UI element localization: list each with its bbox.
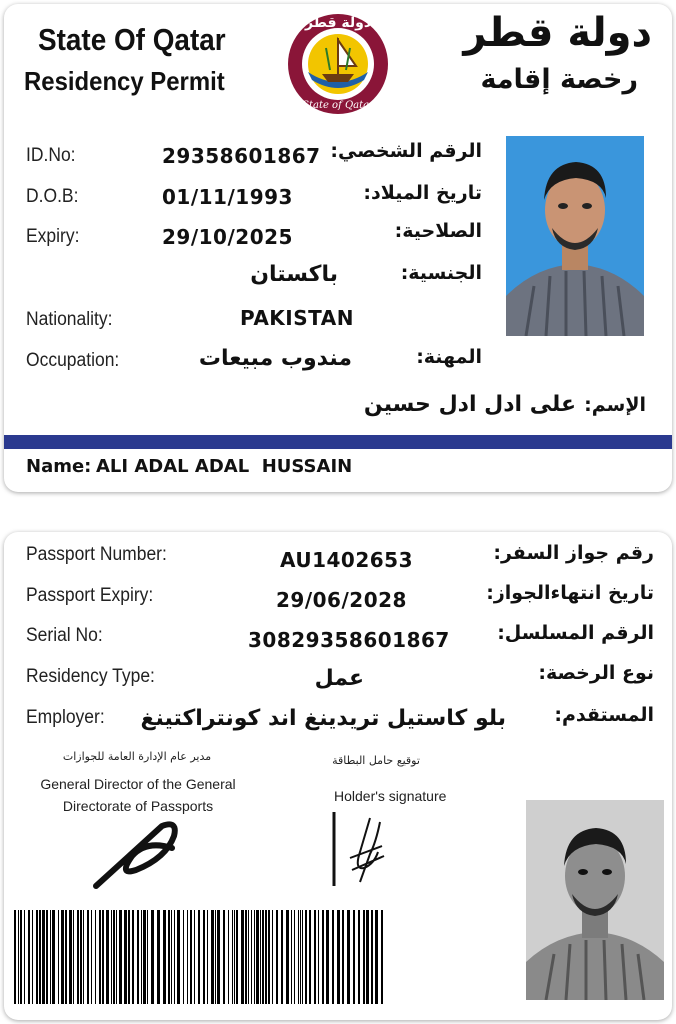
occupation-label-ar: المهنة: xyxy=(416,346,482,368)
director-title-line2: Directorate of Passports xyxy=(62,798,214,814)
logo-english-text: State of Qatar xyxy=(302,100,374,111)
holder-signature-ar: توقيع حامل البطاقة xyxy=(332,754,420,767)
expiry-label: Expiry: xyxy=(26,226,80,247)
passport-expiry-label: Passport Expiry: xyxy=(26,585,154,606)
name-label-ar: الإسم: xyxy=(584,394,646,416)
passport-number-label-ar: رقم جواز السفر: xyxy=(493,542,654,564)
title-arabic-permit: رخصة إقامة xyxy=(480,64,638,95)
nationality-label-ar: الجنسية: xyxy=(400,262,482,284)
id-label-ar: الرقم الشخصي: xyxy=(330,140,482,162)
holder-photo-grayscale xyxy=(526,800,664,1000)
employer-label: Employer: xyxy=(26,707,105,728)
dob-label-ar: تاريخ الميلاد: xyxy=(363,182,482,204)
title-state-of-qatar: State Of Qatar xyxy=(38,22,226,57)
dob-label: D.O.B: xyxy=(26,186,79,207)
blue-stripe xyxy=(4,435,672,449)
residency-type-label-ar: نوع الرخصة: xyxy=(538,662,654,684)
residency-type-label: Residency Type: xyxy=(26,666,155,687)
nationality-value-ar: باكستان xyxy=(250,262,338,287)
dob-value: 01/11/1993 xyxy=(162,185,293,209)
residency-type-value-ar: عمل xyxy=(314,666,364,691)
nationality-value: PAKISTAN xyxy=(240,306,354,330)
employer-label-ar: المستقدم: xyxy=(554,704,654,726)
serial-label: Serial No: xyxy=(26,625,103,646)
qatar-emblem-logo xyxy=(286,8,390,124)
holder-signature-label: Holder's signature xyxy=(334,788,447,804)
occupation-label: Occupation: xyxy=(26,350,120,371)
residency-permit-back xyxy=(4,532,672,1020)
employer-value-ar: بلو كاستيل تريدينغ اند كونتراكتينغ xyxy=(140,706,506,731)
expiry-label-ar: الصلاحية: xyxy=(394,220,482,242)
logo-arabic-text: دولة قطر xyxy=(304,15,372,31)
director-title-line1: General Director of the General xyxy=(40,776,236,792)
residency-permit-front xyxy=(4,4,672,492)
id-label: ID.No: xyxy=(26,145,76,166)
director-title-ar: مدير عام الإدارة العامة للجوازات xyxy=(62,750,212,763)
name-value-ar: على ادل ادل حسين xyxy=(363,392,576,417)
serial-value: 30829358601867 xyxy=(248,628,450,652)
passport-number-label: Passport Number: xyxy=(26,544,167,565)
name-value: ALI ADAL ADAL HUSSAIN xyxy=(96,456,353,477)
passport-expiry-value: 29/06/2028 xyxy=(276,588,407,612)
name-label: Name: xyxy=(26,456,92,477)
expiry-value: 29/10/2025 xyxy=(162,225,293,249)
passport-expiry-label-ar: تاريخ انتهاءالجواز: xyxy=(486,582,654,604)
title-residency-permit: Residency Permit xyxy=(24,66,225,96)
occupation-value-ar: مندوب مبيعات xyxy=(198,346,352,371)
id-value: 29358601867 xyxy=(162,144,321,168)
holder-photo-color xyxy=(506,136,644,336)
holder-signature xyxy=(330,812,400,892)
director-signature xyxy=(92,818,192,890)
serial-label-ar: الرقم المسلسل: xyxy=(497,622,654,644)
barcode xyxy=(14,910,386,1004)
nationality-label: Nationality: xyxy=(26,309,113,330)
title-arabic-state: دولة قطر xyxy=(463,10,652,56)
passport-number-value: AU1402653 xyxy=(280,548,414,572)
